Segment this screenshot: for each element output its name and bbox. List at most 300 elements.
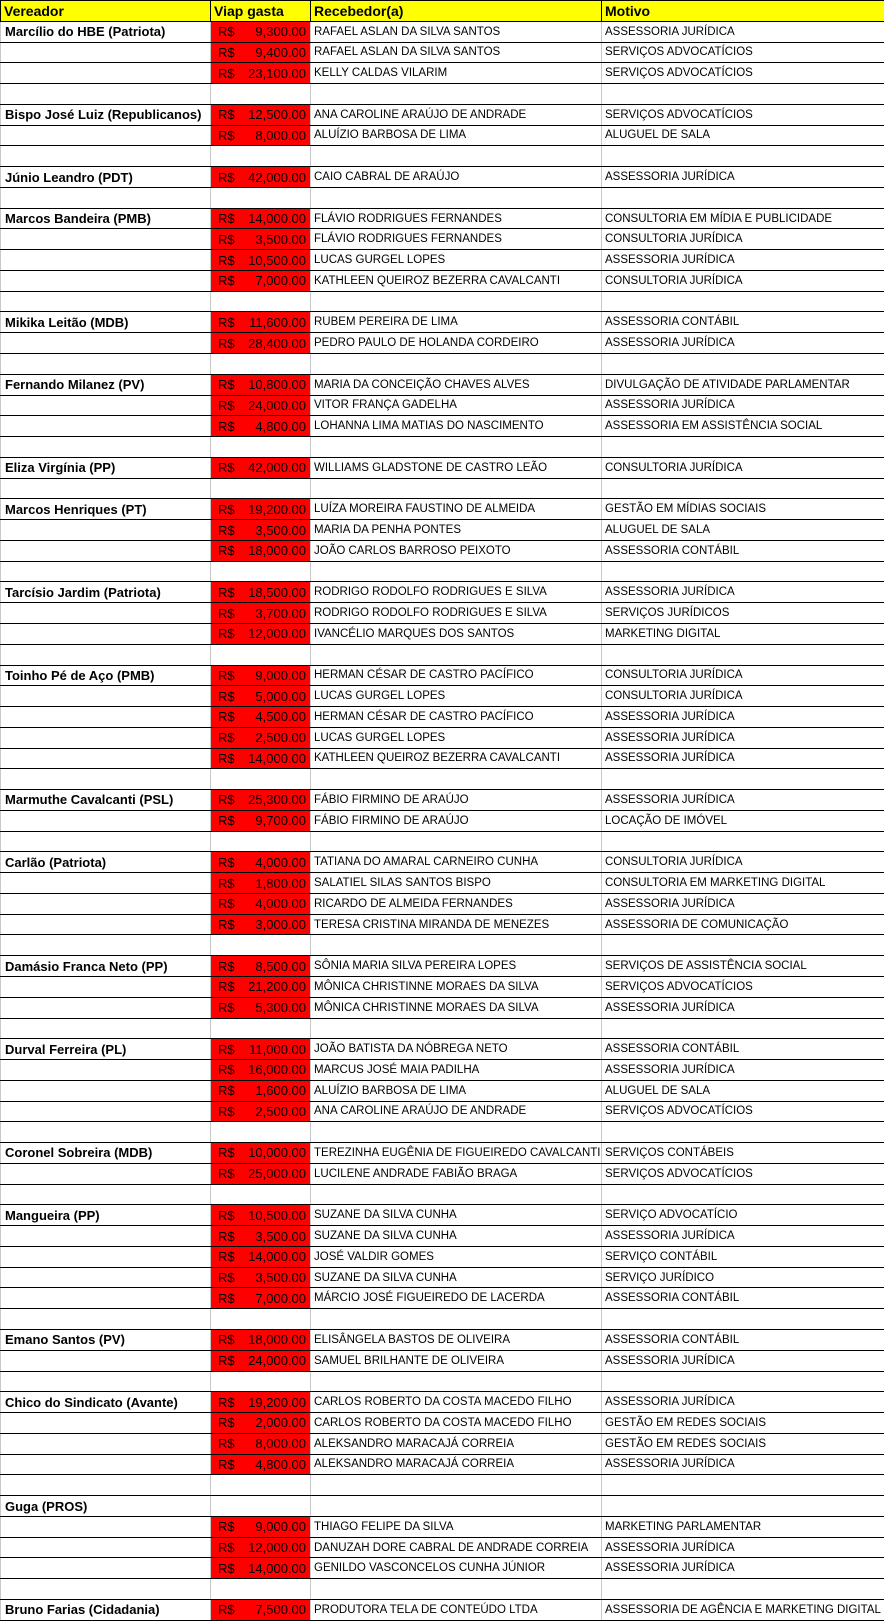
currency-symbol: R$: [218, 315, 235, 330]
spacer-row: [1, 146, 884, 167]
table-row: [1, 520, 884, 541]
currency-symbol: R$: [218, 1062, 235, 1077]
valor-cell: [211, 1454, 311, 1475]
valor-cell: [211, 457, 311, 478]
empty-cell: [1, 914, 211, 935]
currency-symbol: R$: [218, 606, 235, 621]
table-row: [1, 208, 884, 229]
motivo-cell: MARKETING DIGITAL: [602, 623, 884, 644]
empty-cell: [1, 603, 211, 624]
motivo-cell: LOCAÇÃO DE IMÓVEL: [602, 810, 884, 831]
valor-cell: [211, 1330, 311, 1351]
valor-cell: [211, 748, 311, 769]
valor-cell: [211, 250, 311, 271]
empty-cell: [1, 1184, 211, 1205]
table-row: [1, 104, 884, 125]
currency-symbol: R$: [218, 1249, 235, 1264]
valor-cell: [211, 1433, 311, 1454]
spacer-row: [1, 561, 884, 582]
recebedor-cell: ANA CAROLINE ARAÚJO DE ANDRADE: [311, 1101, 602, 1122]
table-row: [1, 1039, 884, 1060]
currency-symbol: R$: [218, 419, 235, 434]
empty-cell: [311, 935, 602, 956]
recebedor-cell: SÔNIA MARIA SILVA PEREIRA LOPES: [311, 956, 602, 977]
table-row: [1, 374, 884, 395]
valor-cell: [211, 1205, 311, 1226]
empty-cell: [1, 354, 211, 375]
table-row: [1, 395, 884, 416]
empty-cell: [602, 831, 884, 852]
valor-amount: 18,000.00: [248, 1332, 306, 1347]
empty-cell: [1, 1558, 211, 1579]
valor-cell: [211, 21, 311, 42]
motivo-cell: SERVIÇOS DE ASSISTÊNCIA SOCIAL: [602, 956, 884, 977]
currency-symbol: R$: [218, 751, 235, 766]
currency-symbol: R$: [218, 1540, 235, 1555]
empty-cell: [1, 1309, 211, 1330]
motivo-cell: ASSESSORIA CONTÁBIL: [602, 1330, 884, 1351]
valor-amount: 14,000.00: [248, 1249, 306, 1264]
empty-cell: [1, 1475, 211, 1496]
table-row: [1, 748, 884, 769]
valor-cell: [211, 727, 311, 748]
empty-cell: [602, 1122, 884, 1143]
empty-cell: [602, 769, 884, 790]
recebedor-cell: CARLOS ROBERTO DA COSTA MACEDO FILHO: [311, 1413, 602, 1434]
empty-cell: [1, 333, 211, 354]
currency-symbol: R$: [218, 813, 235, 828]
table-row: [1, 623, 884, 644]
currency-symbol: R$: [218, 917, 235, 932]
valor-amount: 9,700.00: [255, 813, 306, 828]
table-body: [1, 21, 884, 1620]
currency-symbol: R$: [218, 1208, 235, 1223]
table-row: [1, 852, 884, 873]
valor-amount: 42,000.00: [248, 460, 306, 475]
recebedor-cell: RODRIGO RODOLFO RODRIGUES E SILVA: [311, 603, 602, 624]
empty-cell: [1, 125, 211, 146]
recebedor-cell: HERMAN CÉSAR DE CASTRO PACÍFICO: [311, 665, 602, 686]
empty-cell: [1, 935, 211, 956]
recebedor-cell: KATHLEEN QUEIROZ BEZERRA CAVALCANTI: [311, 270, 602, 291]
valor-cell: [211, 520, 311, 541]
recebedor-cell: FÁBIO FIRMINO DE ARAÚJO: [311, 810, 602, 831]
vereador-name: Carlão (Patriota): [1, 852, 211, 873]
vereador-name: Toinho Pé de Aço (PMB): [1, 665, 211, 686]
vereador-name: Coronel Sobreira (MDB): [1, 1143, 211, 1164]
spacer-row: [1, 1475, 884, 1496]
motivo-cell: ASSESSORIA JURÍDICA: [602, 1537, 884, 1558]
empty-cell: [1, 42, 211, 63]
valor-amount: 25,300.00: [248, 792, 306, 807]
table-row: [1, 540, 884, 561]
recebedor-cell: SAMUEL BRILHANTE DE OLIVEIRA: [311, 1350, 602, 1371]
motivo-cell: ASSESSORIA DE AGÊNCIA E MARKETING DIGITAL: [602, 1599, 884, 1620]
empty-cell: [1, 707, 211, 728]
empty-cell: [1, 1060, 211, 1081]
vereador-name: Tarcísio Jardim (Patriota): [1, 582, 211, 603]
empty-cell: [1, 540, 211, 561]
empty-cell: [1, 1516, 211, 1537]
currency-symbol: R$: [218, 1602, 235, 1617]
spacer-row: [1, 437, 884, 458]
valor-amount: 3,500.00: [255, 523, 306, 538]
valor-cell: [211, 499, 311, 520]
table-row: [1, 893, 884, 914]
valor-amount: 2,500.00: [255, 730, 306, 745]
valor-amount: 4,000.00: [255, 896, 306, 911]
vereador-name: Damásio Franca Neto (PP): [1, 956, 211, 977]
recebedor-cell: GENILDO VASCONCELOS CUNHA JÚNIOR: [311, 1558, 602, 1579]
motivo-cell: ASSESSORIA CONTÁBIL: [602, 312, 884, 333]
valor-amount: 2,000.00: [255, 1415, 306, 1430]
recebedor-cell: RODRIGO RODOLFO RODRIGUES E SILVA: [311, 582, 602, 603]
valor-amount: 10,500.00: [248, 253, 306, 268]
empty-cell: [1, 437, 211, 458]
valor-amount: 1,800.00: [255, 876, 306, 891]
motivo-cell: CONSULTORIA EM MARKETING DIGITAL: [602, 873, 884, 894]
empty-cell: [311, 1371, 602, 1392]
valor-cell: [211, 893, 311, 914]
empty-cell: [311, 1496, 602, 1517]
empty-cell: [602, 478, 884, 499]
empty-cell: [311, 354, 602, 375]
spacer-row: [1, 478, 884, 499]
empty-cell: [602, 84, 884, 105]
table-row: [1, 1558, 884, 1579]
empty-cell: [602, 561, 884, 582]
empty-cell: [1, 727, 211, 748]
recebedor-cell: CAIO CABRAL DE ARAÚJO: [311, 167, 602, 188]
recebedor-cell: RICARDO DE ALMEIDA FERNANDES: [311, 893, 602, 914]
empty-cell: [1, 291, 211, 312]
valor-cell: [211, 956, 311, 977]
table-row: [1, 873, 884, 894]
currency-symbol: R$: [218, 1291, 235, 1306]
valor-amount: 19,200.00: [248, 1395, 306, 1410]
empty-cell: [1, 623, 211, 644]
motivo-cell: ASSESSORIA EM ASSISTÊNCIA SOCIAL: [602, 416, 884, 437]
currency-symbol: R$: [218, 1519, 235, 1534]
empty-cell: [1, 893, 211, 914]
empty-cell: [1, 84, 211, 105]
valor-cell: [211, 104, 311, 125]
empty-cell: [311, 1579, 602, 1600]
table-row: [1, 1101, 884, 1122]
spacer-row: [1, 644, 884, 665]
motivo-cell: GESTÃO EM REDES SOCIAIS: [602, 1433, 884, 1454]
empty-cell: [1, 1371, 211, 1392]
spacer-row: [1, 1184, 884, 1205]
motivo-cell: SERVIÇO CONTÁBIL: [602, 1246, 884, 1267]
spacer-row: [1, 769, 884, 790]
empty-cell: [1, 873, 211, 894]
valor-amount: 3,500.00: [255, 232, 306, 247]
empty-cell: [602, 644, 884, 665]
valor-amount: 28,400.00: [248, 336, 306, 351]
motivo-cell: ALUGUEL DE SALA: [602, 1080, 884, 1101]
motivo-cell: DIVULGAÇÃO DE ATIVIDADE PARLAMENTAR: [602, 374, 884, 395]
motivo-cell: CONSULTORIA EM MÍDIA E PUBLICIDADE: [602, 208, 884, 229]
valor-amount: 16,000.00: [248, 1062, 306, 1077]
motivo-cell: ASSESSORIA JURÍDICA: [602, 748, 884, 769]
vereador-name: Chico do Sindicato (Avante): [1, 1392, 211, 1413]
vereador-name: Emano Santos (PV): [1, 1330, 211, 1351]
empty-cell: [602, 1309, 884, 1330]
recebedor-cell: ALEKSANDRO MARACAJÁ CORREIA: [311, 1433, 602, 1454]
valor-amount: 9,000.00: [255, 1519, 306, 1534]
recebedor-cell: SUZANE DA SILVA CUNHA: [311, 1226, 602, 1247]
recebedor-cell: ALUÍZIO BARBOSA DE LIMA: [311, 1080, 602, 1101]
currency-symbol: R$: [218, 1415, 235, 1430]
motivo-cell: SERVIÇOS JURÍDICOS: [602, 603, 884, 624]
motivo-cell: ASSESSORIA JURÍDICA: [602, 1454, 884, 1475]
currency-symbol: R$: [218, 1104, 235, 1119]
empty-cell: [311, 1018, 602, 1039]
empty-cell: [602, 187, 884, 208]
table-row: [1, 1454, 884, 1475]
recebedor-cell: KELLY CALDAS VILARIM: [311, 63, 602, 84]
empty-cell: [602, 437, 884, 458]
valor-cell: [211, 312, 311, 333]
recebedor-cell: RUBEM PEREIRA DE LIMA: [311, 312, 602, 333]
valor-amount: 8,000.00: [255, 128, 306, 143]
motivo-cell: GESTÃO EM MÍDIAS SOCIAIS: [602, 499, 884, 520]
motivo-cell: CONSULTORIA JURÍDICA: [602, 229, 884, 250]
table-row: [1, 1288, 884, 1309]
valor-amount: 14,000.00: [248, 211, 306, 226]
motivo-cell: ASSESSORIA JURÍDICA: [602, 707, 884, 728]
valor-cell: [211, 1288, 311, 1309]
empty-cell: [1, 270, 211, 291]
motivo-cell: SERVIÇO JURÍDICO: [602, 1267, 884, 1288]
spacer-row: [1, 187, 884, 208]
valor-amount: 18,500.00: [248, 585, 306, 600]
valor-cell: [211, 416, 311, 437]
valor-cell: [211, 1537, 311, 1558]
valor-amount: 7,500.00: [255, 1602, 306, 1617]
motivo-cell: SERVIÇOS ADVOCATÍCIOS: [602, 1101, 884, 1122]
motivo-cell: ASSESSORIA JURÍDICA: [602, 167, 884, 188]
recebedor-cell: LUCAS GURGEL LOPES: [311, 727, 602, 748]
table-row: [1, 686, 884, 707]
recebedor-cell: CARLOS ROBERTO DA COSTA MACEDO FILHO: [311, 1392, 602, 1413]
empty-cell: [211, 1122, 311, 1143]
header-row: [1, 1, 884, 22]
table-row: [1, 333, 884, 354]
motivo-cell: CONSULTORIA JURÍDICA: [602, 665, 884, 686]
empty-cell: [1, 686, 211, 707]
table-row: [1, 416, 884, 437]
valor-cell: [211, 1060, 311, 1081]
valor-cell: [211, 1413, 311, 1434]
motivo-cell: ASSESSORIA JURÍDICA: [602, 1350, 884, 1371]
recebedor-cell: RAFAEL ASLAN DA SILVA SANTOS: [311, 42, 602, 63]
currency-symbol: R$: [218, 1083, 235, 1098]
empty-cell: [311, 1475, 602, 1496]
table-row: [1, 956, 884, 977]
empty-cell: [211, 1184, 311, 1205]
motivo-cell: CONSULTORIA JURÍDICA: [602, 852, 884, 873]
recebedor-cell: ANA CAROLINE ARAÚJO DE ANDRADE: [311, 104, 602, 125]
empty-cell: [602, 1371, 884, 1392]
empty-cell: [1, 1246, 211, 1267]
motivo-cell: ASSESSORIA JURÍDICA: [602, 1558, 884, 1579]
recebedor-cell: LOHANNA LIMA MATIAS DO NASCIMENTO: [311, 416, 602, 437]
valor-amount: 10,800.00: [248, 377, 306, 392]
motivo-cell: ASSESSORIA CONTÁBIL: [602, 1288, 884, 1309]
recebedor-cell: LUCAS GURGEL LOPES: [311, 250, 602, 271]
currency-symbol: R$: [218, 1353, 235, 1368]
valor-cell: [211, 374, 311, 395]
valor-cell: [211, 1267, 311, 1288]
valor-cell: [211, 603, 311, 624]
empty-cell: [1, 997, 211, 1018]
motivo-cell: GESTÃO EM REDES SOCIAIS: [602, 1413, 884, 1434]
recebedor-cell: HERMAN CÉSAR DE CASTRO PACÍFICO: [311, 707, 602, 728]
empty-cell: [211, 561, 311, 582]
table-row: [1, 1226, 884, 1247]
empty-cell: [1, 63, 211, 84]
empty-cell: [211, 478, 311, 499]
vereador-name: Marcos Henriques (PT): [1, 499, 211, 520]
valor-amount: 14,000.00: [248, 1561, 306, 1576]
valor-cell: [211, 1039, 311, 1060]
valor-cell: [211, 208, 311, 229]
valor-amount: 4,800.00: [255, 419, 306, 434]
empty-cell: [1, 520, 211, 541]
empty-cell: [311, 187, 602, 208]
empty-cell: [311, 1184, 602, 1205]
valor-cell: [211, 873, 311, 894]
valor-amount: 18,000.00: [248, 543, 306, 558]
currency-symbol: R$: [218, 792, 235, 807]
valor-cell: [211, 63, 311, 84]
recebedor-cell: VITOR FRANÇA GADELHA: [311, 395, 602, 416]
recebedor-cell: PEDRO PAULO DE HOLANDA CORDEIRO: [311, 333, 602, 354]
motivo-cell: ASSESSORIA JURÍDICA: [602, 790, 884, 811]
spacer-row: [1, 291, 884, 312]
currency-symbol: R$: [218, 502, 235, 517]
valor-amount: 11,000.00: [249, 1042, 306, 1057]
table-row: [1, 914, 884, 935]
empty-cell: [311, 84, 602, 105]
empty-cell: [602, 1496, 884, 1517]
vereador-name: Marmuthe Cavalcanti (PSL): [1, 790, 211, 811]
valor-cell: [211, 790, 311, 811]
empty-cell: [211, 644, 311, 665]
empty-cell: [1, 1163, 211, 1184]
recebedor-cell: ELISÂNGELA BASTOS DE OLIVEIRA: [311, 1330, 602, 1351]
valor-cell: [211, 686, 311, 707]
valor-cell: [211, 395, 311, 416]
motivo-cell: ASSESSORIA JURÍDICA: [602, 250, 884, 271]
empty-cell: [311, 437, 602, 458]
valor-amount: 21,200.00: [248, 979, 306, 994]
valor-cell: [211, 229, 311, 250]
motivo-cell: ASSESSORIA DE COMUNICAÇÃO: [602, 914, 884, 935]
table-row: [1, 1246, 884, 1267]
currency-symbol: R$: [218, 709, 235, 724]
valor-cell: [211, 1226, 311, 1247]
vereador-name: Durval Ferreira (PL): [1, 1039, 211, 1060]
recebedor-cell: PRODUTORA TELA DE CONTEÚDO LTDA: [311, 1599, 602, 1620]
currency-symbol: R$: [218, 253, 235, 268]
vereador-name: Marcos Bandeira (PMB): [1, 208, 211, 229]
empty-cell: [602, 1018, 884, 1039]
currency-symbol: R$: [218, 1270, 235, 1285]
spacer-row: [1, 1579, 884, 1600]
valor-amount: 23,100.00: [248, 66, 306, 81]
currency-symbol: R$: [218, 1229, 235, 1244]
currency-symbol: R$: [218, 959, 235, 974]
motivo-cell: SERVIÇOS CONTÁBEIS: [602, 1143, 884, 1164]
recebedor-cell: MÁRCIO JOSÉ FIGUEIREDO DE LACERDA: [311, 1288, 602, 1309]
vereador-name: Eliza Virgínia (PP): [1, 457, 211, 478]
valor-cell: [211, 1558, 311, 1579]
valor-amount: 11,600.00: [249, 315, 306, 330]
vereador-name: Bispo José Luiz (Republicanos): [1, 104, 211, 125]
valor-amount: 9,000.00: [255, 668, 306, 683]
currency-symbol: R$: [218, 66, 235, 81]
empty-cell: [1, 1122, 211, 1143]
valor-cell: [211, 852, 311, 873]
table-row: [1, 1433, 884, 1454]
valor-amount: 9,400.00: [255, 45, 306, 60]
motivo-cell: ASSESSORIA JURÍDICA: [602, 1226, 884, 1247]
empty-cell: [1, 395, 211, 416]
table-row: [1, 229, 884, 250]
valor-amount: 3,500.00: [255, 1270, 306, 1285]
valor-cell: [211, 1246, 311, 1267]
empty-cell: [311, 1122, 602, 1143]
motivo-cell: SERVIÇOS ADVOCATÍCIOS: [602, 1163, 884, 1184]
table-row: [1, 1143, 884, 1164]
valor-amount: 1,600.00: [255, 1083, 306, 1098]
recebedor-cell: SALATIEL SILAS SANTOS BISPO: [311, 873, 602, 894]
currency-symbol: R$: [218, 543, 235, 558]
table-row: [1, 312, 884, 333]
empty-cell: [602, 1579, 884, 1600]
table-row: [1, 1599, 884, 1620]
recebedor-cell: JOÃO BATISTA DA NÓBREGA NETO: [311, 1039, 602, 1060]
table-row: [1, 63, 884, 84]
table-row: [1, 727, 884, 748]
recebedor-cell: RAFAEL ASLAN DA SILVA SANTOS: [311, 21, 602, 42]
spacer-row: [1, 935, 884, 956]
header-viap: Viap gasta: [211, 1, 311, 22]
recebedor-cell: MÔNICA CHRISTINNE MORAES DA SILVA: [311, 976, 602, 997]
header-recebedor: Recebedor(a): [311, 1, 602, 22]
valor-amount: 42,000.00: [248, 170, 306, 185]
empty-cell: [1, 1454, 211, 1475]
recebedor-cell: LUCILENE ANDRADE FABIÃO BRAGA: [311, 1163, 602, 1184]
empty-cell: [211, 935, 311, 956]
table-row: [1, 665, 884, 686]
currency-symbol: R$: [218, 1561, 235, 1576]
recebedor-cell: JOSÉ VALDIR GOMES: [311, 1246, 602, 1267]
header-motivo: Motivo: [602, 1, 884, 22]
currency-symbol: R$: [218, 1000, 235, 1015]
empty-cell: [211, 354, 311, 375]
motivo-cell: ASSESSORIA JURÍDICA: [602, 21, 884, 42]
empty-cell: [602, 291, 884, 312]
valor-cell: [211, 582, 311, 603]
valor-cell: [211, 1516, 311, 1537]
valor-cell: [211, 1350, 311, 1371]
currency-symbol: R$: [218, 1436, 235, 1451]
table-row: [1, 1330, 884, 1351]
